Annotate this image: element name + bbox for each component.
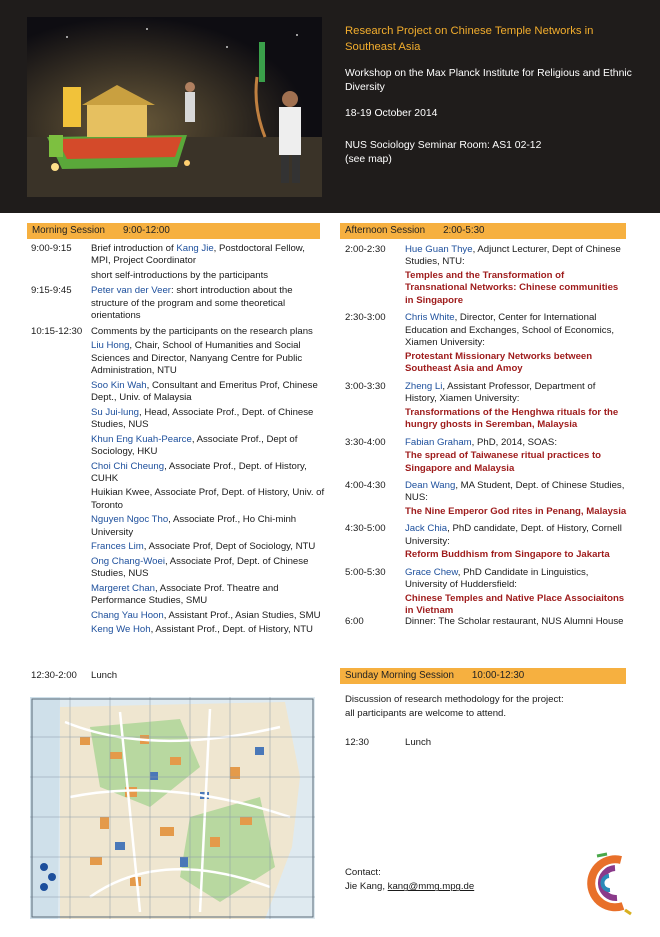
speaker-affiliation: , Associate Prof, Dept. of Chinese Studies, NUS [91, 555, 309, 580]
contact-email-link[interactable]: kang@mmg.mpg.de [387, 881, 475, 893]
schedule-row [345, 523, 627, 562]
schedule-row [345, 381, 627, 433]
morning-session-bar [27, 223, 320, 239]
speaker-name: Peter van der Veer [91, 285, 171, 297]
talk-title: Temples and the Transformation of Transnational Networks: Chinese communities in Singapore [405, 269, 619, 306]
workshop-date: 18-19 October 2014 [345, 108, 438, 120]
slot-text: Brief introduction of [91, 243, 177, 254]
venue-text: NUS Sociology Seminar Room: AS1 02-12 [345, 139, 542, 151]
talk-title: Protestant Missionary Networks between Southeast Asia and Amoy [405, 350, 593, 375]
morning-session-time: 9:00-12:00 [122, 225, 170, 236]
slot-text: Comments by the participants on the research plans [91, 325, 313, 337]
sunday-text-1: Discussion of research methodology for the project: [345, 694, 564, 705]
speaker-name: Fabian Graham [405, 436, 472, 448]
slot-time: 4:30-5:00 [345, 523, 386, 535]
map-note: (see map) [345, 154, 392, 166]
sunday-session-bar [340, 668, 626, 684]
speaker-name: Chang Yau Hoon [91, 609, 164, 621]
slot-time: 12:30 [345, 737, 370, 748]
slot-time: 12:30-2:00 [31, 670, 77, 681]
project-title: Research Project on Chinese Temple Networks in Southeast Asia [345, 25, 594, 53]
speaker-affiliation: , Assistant Professor, Department of History, Xiamen University: [405, 380, 596, 405]
schedule-row [31, 326, 326, 638]
speaker-name: Liu Hong [91, 340, 130, 352]
talk-title: The Nine Emperor God rites in Penang, Malaysia [405, 505, 627, 517]
sunday-description [345, 694, 627, 721]
speaker-affiliation: , Chair, School of Humanities and Social Sciences and Director, Nanyang Centre for Public Administration, NTU [91, 340, 303, 377]
speaker-name: Soo Kin Wah [91, 379, 147, 391]
speaker-name: Su Jui-lung [91, 406, 139, 418]
slot-time: 4:00-4:30 [345, 479, 386, 491]
talk-title: Chinese Temples and Native Place Associaitons in Vietnam [405, 592, 625, 617]
speaker-name: Kang Jie [176, 243, 214, 254]
slot-time: 9:15-9:45 [31, 285, 72, 297]
speaker-affiliation: , PhD candidate, Dept. of History, Cornell University: [405, 523, 622, 547]
schedule-row [345, 312, 627, 376]
afternoon-schedule [345, 244, 627, 621]
speaker-affiliation: , Assistant Prof., Dept. of History, NTU [150, 624, 313, 636]
morning-schedule [31, 243, 326, 640]
temple-festival-photo [27, 17, 322, 197]
slot-time: 3:30-4:00 [345, 436, 386, 448]
schedule-row [345, 480, 627, 519]
speaker-name: Khun Eng Kuah-Pearce [91, 433, 192, 445]
slot-time: 5:00-5:30 [345, 566, 386, 578]
speaker-name: Frances Lim [91, 541, 144, 553]
sunday-lunch-row [345, 737, 627, 751]
sunday-text-2: all participants are welcome to attend. [345, 708, 507, 720]
talk-title: Transformations of the Henghwa rituals for the hungry ghosts in Seremban, Malaysia [405, 406, 619, 431]
schedule-row [31, 243, 326, 283]
speaker-name: Nguyen Ngoc Tho [91, 514, 169, 526]
mpi-logo [577, 850, 635, 918]
speaker-affiliation: , Director, Center for International Education and Exchanges, School of Economics, Xiamen University: [405, 312, 615, 349]
slot-text: Lunch [91, 670, 118, 681]
slot-text: Lunch [405, 737, 432, 748]
slot-text: Dinner: The Scholar restaurant, NUS Alumni House [405, 616, 624, 627]
workshop-subtitle: Workshop on the Max Planck Institute for Religious and Ethnic Diversity [345, 67, 632, 94]
speaker-entry: Huikian Kwee, Associate Prof, Dept. of History, Univ. of Toronto [91, 487, 325, 511]
speaker-affiliation: , Consultant and Emeritus Prof, Chinese Dept., Univ. of Malaysia [91, 379, 318, 404]
speaker-name: Zheng Li [405, 380, 443, 392]
speaker-name: Choi Chi Cheung [91, 460, 165, 472]
afternoon-session-time: 2:00-5:30 [443, 225, 485, 236]
slot-time: 9:00-9:15 [31, 243, 72, 254]
speaker-affiliation: , MA Student, Dept. of Chinese Studies, NUS: [405, 479, 625, 504]
speaker-name: Dean Wang [405, 479, 456, 491]
speaker-affiliation: , Associate Prof. Theatre and Performance Studies, SMU [91, 582, 279, 607]
speaker-affiliation: , Associate Prof., Ho Chi-minh University [91, 514, 297, 538]
slot-time: 3:00-3:30 [345, 380, 386, 392]
slot-time: 10:15-12:30 [31, 325, 83, 337]
schedule-row [31, 285, 326, 323]
contact-name: Jie Kang, [345, 881, 388, 893]
speaker-affiliation: , Adjunct Lecturer, Dept of Chinese Studies, NTU: [405, 244, 621, 268]
slot-text: : short introduction about the structure of the program and some theoretical orientations [91, 285, 293, 322]
sunday-session-label: Sunday Morning Session [345, 670, 454, 681]
campus-map[interactable] [30, 697, 315, 919]
morning-session-label: Morning Session [32, 225, 105, 236]
speaker-name: Hue Guan Thye [405, 244, 473, 255]
speaker-name: Keng We Hoh [91, 624, 151, 636]
speaker-name: Chris White [405, 312, 455, 324]
speaker-affiliation: , Head, Associate Prof., Dept. of Chinese Studies, NUS [91, 406, 314, 431]
speaker-affiliation: , Associate Prof., Dept of Sociology, HKU [91, 433, 298, 458]
contact-block [345, 866, 575, 895]
header-banner [0, 0, 660, 213]
speaker-name: Grace Chew [405, 566, 458, 578]
speaker-affiliation: , PhD, 2014, SOAS: [471, 436, 557, 448]
speaker-name: Ong Chang-Woei [91, 555, 165, 567]
sunday-session-time: 10:00-12:30 [471, 670, 525, 681]
speaker-affiliation: , Postdoctoral Fellow, MPI, Project Coordinator [91, 243, 305, 267]
slot-time: 2:30-3:00 [345, 312, 386, 324]
speaker-name: Margeret Chan [91, 582, 155, 594]
slot-note: short self-introductions by the participants [91, 269, 269, 281]
talk-title: The spread of Taiwanese ritual practices to Singapore and Malaysia [405, 450, 602, 474]
speaker-affiliation: , Assistant Prof., Asian Studies, SMU [163, 609, 321, 621]
speaker-affiliation: , Associate Prof., Dept. of History, CUHK [91, 460, 307, 484]
slot-time: 6:00 [345, 616, 364, 627]
dinner-row [345, 616, 627, 630]
schedule-row [345, 244, 627, 308]
contact-label: Contact: [345, 867, 381, 878]
lunch-row [31, 670, 326, 684]
afternoon-session-bar [340, 223, 626, 239]
workshop-venue [345, 139, 640, 169]
schedule-row [345, 437, 627, 476]
speaker-affiliation: , Associate Prof, Dept of Sociology, NTU [143, 541, 316, 553]
schedule-row [345, 567, 627, 619]
talk-title: Reform Buddhism from Singapore to Jakarta [405, 549, 610, 561]
speaker-name: Jack Chia [405, 523, 448, 535]
afternoon-session-label: Afternoon Session [345, 225, 426, 236]
speaker-affiliation: , PhD Candidate in Linguistics, University of Huddersfield: [405, 566, 589, 591]
slot-time: 2:00-2:30 [345, 244, 386, 255]
